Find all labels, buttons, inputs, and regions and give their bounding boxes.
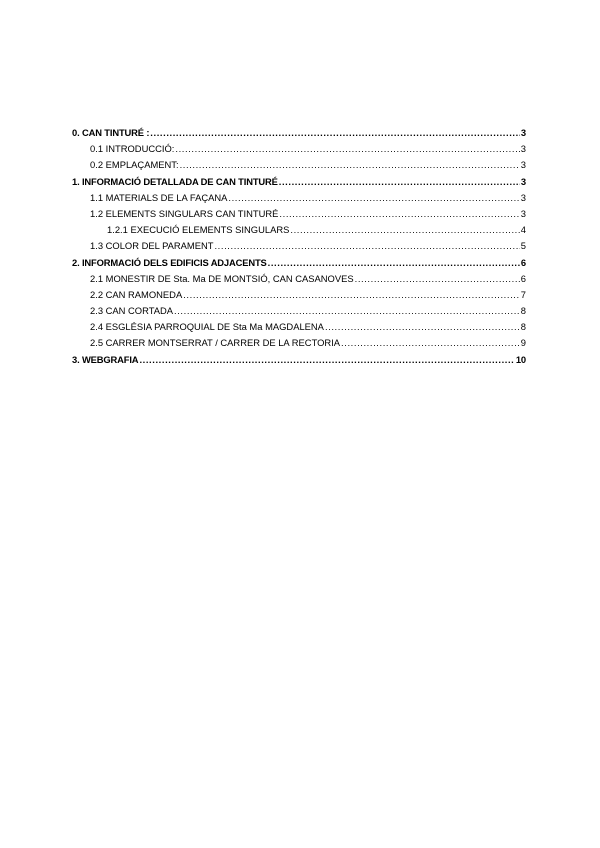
toc-entry-label: 2.2 CAN RAMONEDA <box>90 288 183 300</box>
toc-entry-page: 3 <box>520 207 526 219</box>
toc-entry-page: 6 <box>520 272 526 284</box>
toc-entry-label: 2.4 ESGLÉSIA PARROQUIAL DE Sta Ma MAGDALENA <box>90 321 324 333</box>
toc-entry-page: 10 <box>515 353 526 365</box>
toc-entry-page: 5 <box>520 240 526 252</box>
toc-entry-label: 0.1 INTRODUCCIÓ: <box>90 143 175 155</box>
dot-leader <box>290 222 519 238</box>
dot-leader <box>279 206 519 222</box>
toc-entry-label: 0.2 EMPLAÇAMENT: <box>90 159 179 171</box>
toc-entry-page: 3 <box>520 143 526 155</box>
toc-entry-page: 7 <box>520 288 526 300</box>
toc-entry[interactable] <box>72 157 526 173</box>
table-of-contents <box>72 125 526 368</box>
dot-leader <box>214 238 519 254</box>
dot-leader <box>268 255 520 271</box>
toc-entry[interactable] <box>72 125 526 141</box>
toc-entry-page: 3 <box>520 127 526 138</box>
toc-entry-label: 2.1 MONESTIR DE Sta. Ma DE MONTSIÓ, CAN CASANOVES <box>90 272 354 284</box>
toc-entry[interactable] <box>72 287 526 303</box>
dot-leader <box>180 157 520 173</box>
toc-entry[interactable] <box>72 335 526 351</box>
toc-entry-label: 1.2 ELEMENTS SINGULARS CAN TINTURÉ <box>90 207 279 219</box>
toc-entry-page: 3 <box>520 159 526 171</box>
toc-entry[interactable] <box>72 255 526 271</box>
dot-leader <box>341 335 520 351</box>
toc-entry-page: 6 <box>520 256 526 268</box>
toc-entry-page: 4 <box>520 224 526 236</box>
toc-entry[interactable] <box>72 303 526 319</box>
toc-entry-page: 8 <box>520 321 526 333</box>
dot-leader <box>355 271 520 287</box>
toc-entry-label: 1.2.1 EXECUCIÓ ELEMENTS SINGULARS <box>107 224 290 236</box>
toc-entry-page: 9 <box>520 337 526 349</box>
toc-entry-label: 2.3 CAN CORTADA <box>90 305 174 317</box>
toc-entry-label: 2.5 CARRER MONTSERRAT / CARRER DE LA RECTORIA <box>90 337 341 349</box>
toc-entry[interactable] <box>72 206 526 222</box>
toc-entry-label: 2. INFORMACIÓ DELS EDIFICIS ADJACENTS <box>72 256 267 268</box>
dot-leader <box>139 352 514 368</box>
toc-entry-page: 8 <box>520 305 526 317</box>
toc-entry-label: 3. WEBGRAFIA <box>72 353 139 365</box>
toc-entry[interactable] <box>72 271 526 287</box>
toc-entry[interactable] <box>72 238 526 254</box>
toc-entry[interactable] <box>72 319 526 335</box>
dot-leader <box>174 303 520 319</box>
toc-entry[interactable] <box>72 190 526 206</box>
dot-leader <box>279 174 520 190</box>
toc-entry-label: 1. INFORMACIÓ DETALLADA DE CAN TINTURÉ <box>72 175 278 187</box>
toc-entry[interactable] <box>72 141 526 157</box>
toc-entry[interactable] <box>72 352 526 368</box>
dot-leader <box>183 287 520 303</box>
dot-leader <box>325 319 520 335</box>
toc-entry-label: 1.3 COLOR DEL PARAMENT <box>90 240 214 252</box>
dot-leader <box>175 141 519 157</box>
toc-entry-label: 0. CAN TINTURÉ : <box>72 127 150 138</box>
toc-entry[interactable] <box>72 174 526 190</box>
dot-leader <box>228 190 519 206</box>
dot-leader <box>150 125 520 141</box>
toc-entry-page: 3 <box>520 191 526 203</box>
toc-entry-label: 1.1 MATERIALS DE LA FAÇANA <box>90 191 228 203</box>
toc-entry[interactable] <box>72 222 526 238</box>
toc-entry-page: 3 <box>520 175 526 187</box>
